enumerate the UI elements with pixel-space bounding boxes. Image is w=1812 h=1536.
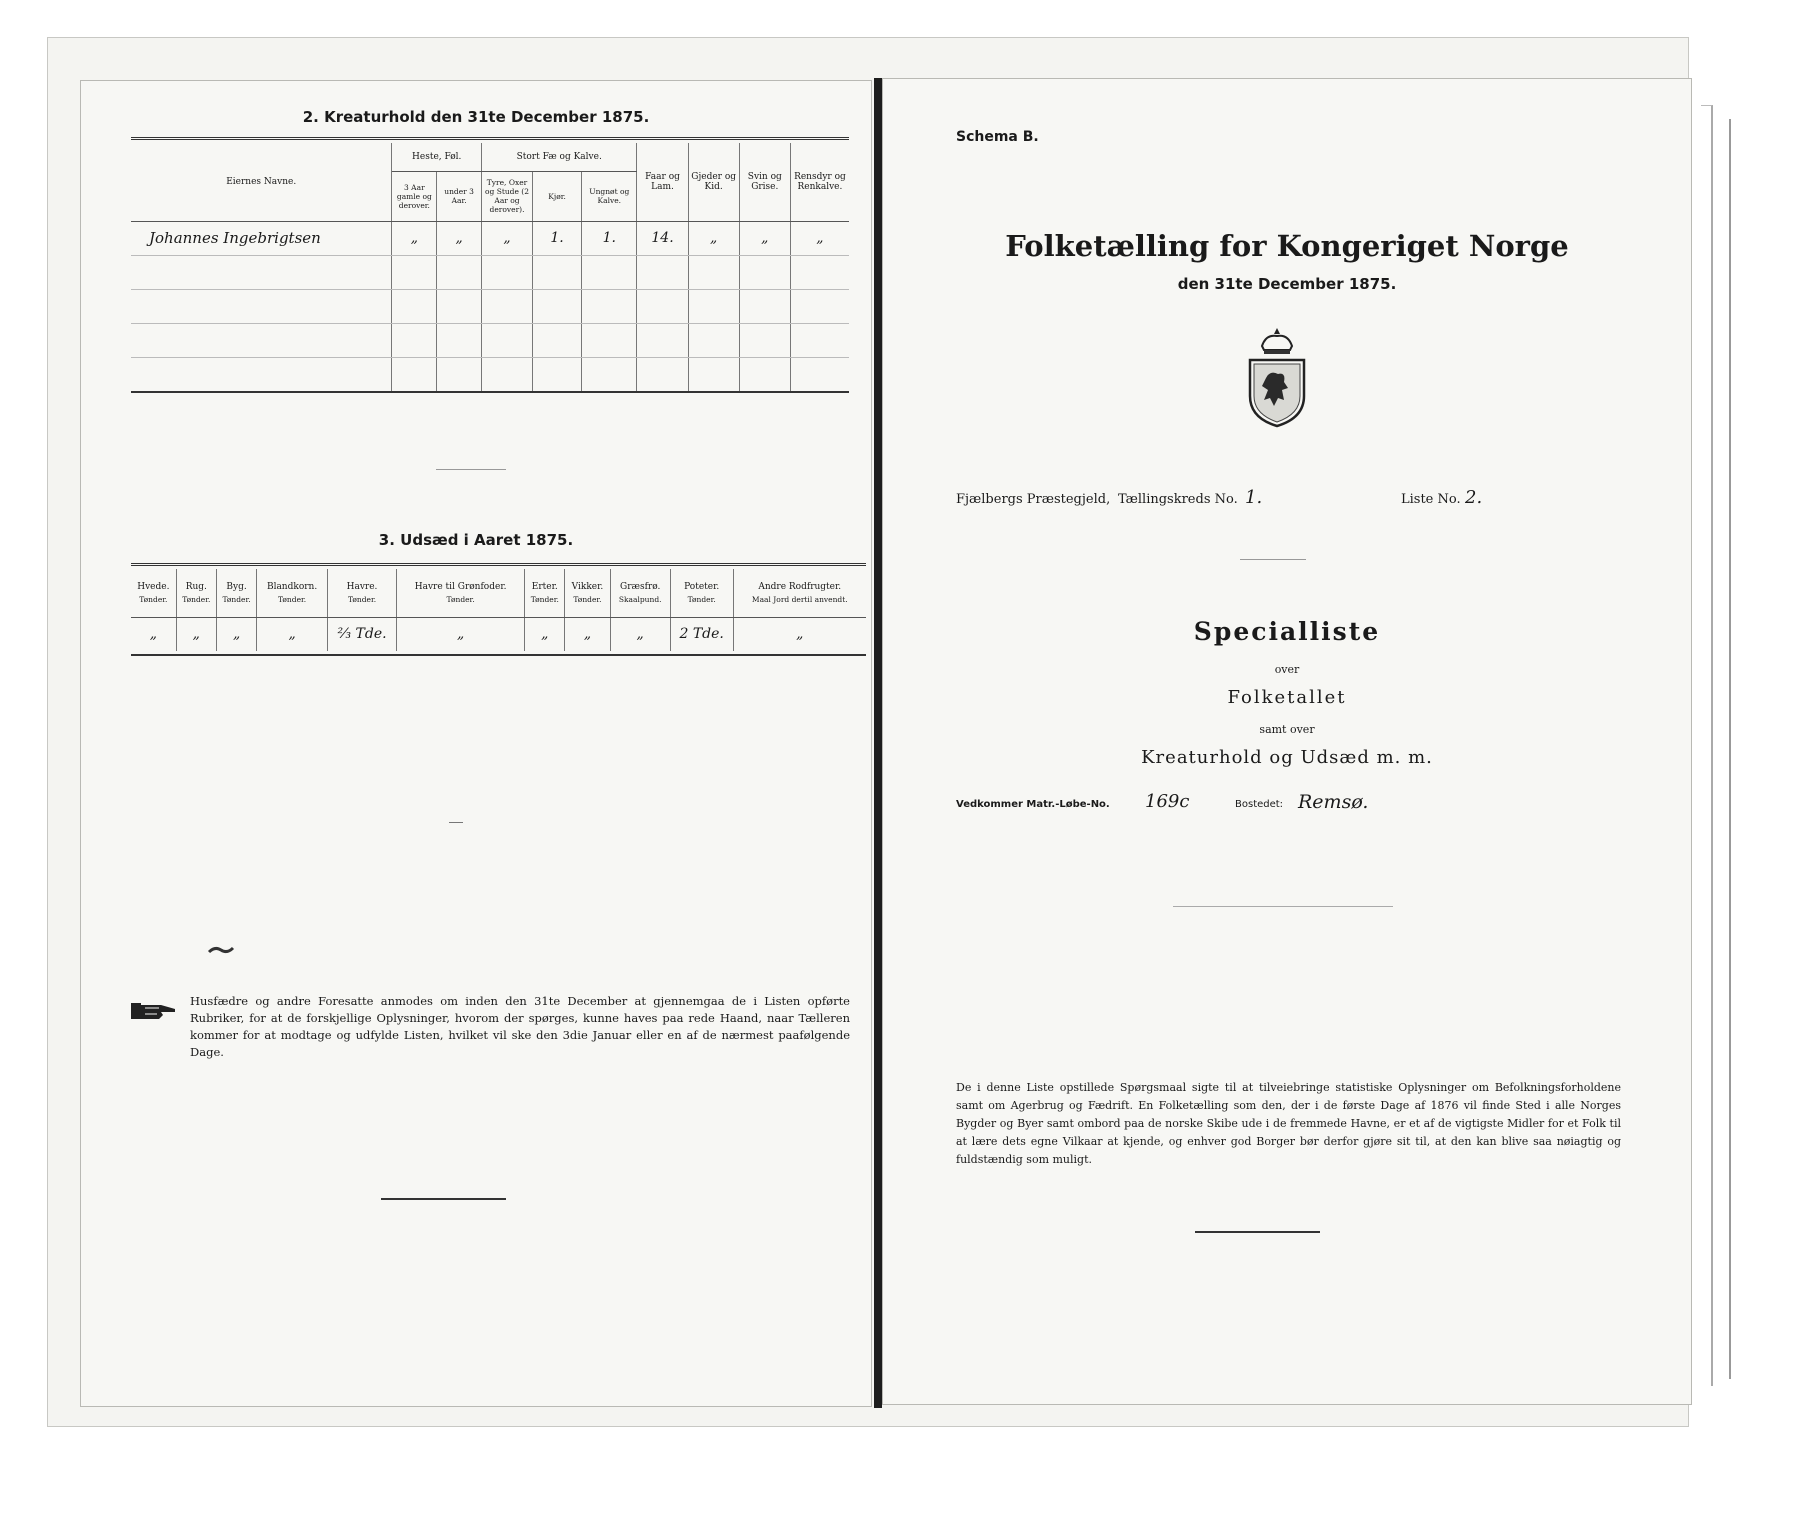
seed-cell: „ xyxy=(610,617,670,651)
seed-col-header xyxy=(176,569,216,617)
seed-col-header xyxy=(216,569,256,617)
cell-faar: 14. xyxy=(637,221,688,255)
seed-col-unit: Tønder. xyxy=(278,594,307,604)
seed-col-name: Byg. xyxy=(226,581,247,592)
left-page xyxy=(80,80,872,1407)
seed-col-header xyxy=(257,569,328,617)
matr-label: Vedkommer Matr.-Løbe-No. xyxy=(956,799,1110,810)
seed-col-unit: Tønder. xyxy=(182,594,211,604)
seed-col-header xyxy=(131,569,176,617)
cell-ungnot: 1. xyxy=(582,221,637,255)
seed-col-name: Andre Rodfrugter. xyxy=(758,581,842,592)
seed-col-header xyxy=(610,569,670,617)
matr-value: 169c xyxy=(1145,791,1190,812)
seed-table xyxy=(131,569,866,651)
table-row xyxy=(131,289,849,323)
col-owner: Eiernes Navne. xyxy=(131,143,392,221)
liste-label: Liste No. xyxy=(1401,492,1461,507)
seed-cell: „ xyxy=(565,617,610,651)
cell-rensdyr: „ xyxy=(790,221,849,255)
book-spine xyxy=(874,78,882,1408)
section2-title: 2. Kreaturhold den 31te December 1875. xyxy=(302,108,650,126)
norwegian-lion-crest-icon xyxy=(1240,326,1314,430)
section3-top-rule xyxy=(131,563,866,566)
seed-col-name: Blandkorn. xyxy=(266,581,318,592)
bottom-rule xyxy=(1195,1231,1320,1233)
liste-value: 2. xyxy=(1465,487,1483,508)
over-label: over xyxy=(1274,663,1300,676)
seed-col-name: Poteter. xyxy=(684,581,720,592)
table-row xyxy=(131,357,849,392)
sub-heste-young: under 3 Aar. xyxy=(437,171,482,221)
main-title: Folketælling for Kongeriget Norge xyxy=(1005,229,1569,263)
prestegjeld-label: Fjælbergs Præstegjeld, xyxy=(956,492,1111,507)
group-heste: Heste, Føl. xyxy=(392,143,481,171)
schema-label: Schema B. xyxy=(956,129,1039,145)
section3-bottom-rule xyxy=(131,654,866,656)
divider xyxy=(449,822,463,823)
specialliste-title: Specialliste xyxy=(1193,617,1381,646)
kreds-label: Tællingskreds No. xyxy=(1118,492,1238,507)
seed-col-name: Havre til Grønfoder. xyxy=(414,581,507,592)
col-svin: Svin og Grise. xyxy=(739,143,790,221)
seed-col-name: Rug. xyxy=(185,581,207,592)
cell-heste-young: „ xyxy=(437,221,482,255)
main-subtitle: den 31te December 1875. xyxy=(1177,275,1397,293)
owner-name: Johannes Ingebrigtsen xyxy=(131,221,392,255)
seed-col-unit: Maal Jord dertil anvendt. xyxy=(751,594,848,604)
seed-cell: ⅔ Tde. xyxy=(327,617,396,651)
table-row xyxy=(131,221,849,255)
divider xyxy=(1240,559,1306,560)
seed-col-unit: Tønder. xyxy=(446,594,475,604)
samt-over-label: samt over xyxy=(1259,723,1315,736)
page-edge xyxy=(1719,119,1731,1379)
kreaturhold-label: Kreaturhold og Udsæd m. m. xyxy=(1141,747,1433,768)
seed-cell: „ xyxy=(525,617,565,651)
section2-top-rule xyxy=(131,137,849,140)
seed-col-name: Vikker. xyxy=(571,581,604,592)
livestock-table xyxy=(131,143,849,393)
kreds-value: 1. xyxy=(1245,487,1263,508)
col-gjeder: Gjeder og Kid. xyxy=(688,143,739,221)
sub-tyre: Tyre, Oxer og Stude (2 Aar og derover). xyxy=(481,171,532,221)
seed-col-name: Græsfrø. xyxy=(620,581,661,592)
bosted-value: Remsø. xyxy=(1298,791,1369,813)
group-stort-fae: Stort Fæ og Kalve. xyxy=(481,143,637,171)
cell-svin: „ xyxy=(739,221,790,255)
cell-kjor: 1. xyxy=(533,221,582,255)
table-row xyxy=(131,617,866,651)
seed-col-name: Hvede. xyxy=(137,581,170,592)
seed-col-header xyxy=(670,569,733,617)
seed-cell: „ xyxy=(733,617,866,651)
seed-col-header xyxy=(733,569,866,617)
seed-col-header xyxy=(397,569,525,617)
seed-col-unit: Tønder. xyxy=(222,594,251,604)
divider xyxy=(1173,906,1393,907)
right-page xyxy=(882,78,1692,1405)
divider xyxy=(436,469,506,470)
seed-cell: „ xyxy=(176,617,216,651)
sub-heste-old: 3 Aar gamle og derover. xyxy=(392,171,437,221)
seed-col-unit: Tønder. xyxy=(687,594,716,604)
folketallet-label: Folketallet xyxy=(1227,687,1347,708)
seed-col-header xyxy=(525,569,565,617)
seed-cell: „ xyxy=(257,617,328,651)
seed-col-name: Erter. xyxy=(531,581,558,592)
bosted-label: Bostedet: xyxy=(1235,799,1284,810)
seed-col-unit: Skaalpund. xyxy=(618,594,662,604)
notice-text: Husfædre og andre Foresatte anmodes om inden den 31te December at gjennemgaa de i Listen opførte Rubriker, for at de forskjellige Oplysninger, hvorom der spørges, kunne haves paa rede Haand, naar Tælleren kommer for at modtage og udfylde Listen, hvilket vil ske den 3die Januar eller en af de nærmest paafølgende Dage. xyxy=(190,994,850,1059)
seed-col-unit: Tønder. xyxy=(530,594,559,604)
table-row xyxy=(131,255,849,289)
seed-col-header xyxy=(565,569,610,617)
sub-ungnot: Ungnøt og Kalve. xyxy=(582,171,637,221)
col-faar: Faar og Lam. xyxy=(637,143,688,221)
pointing-hand-icon xyxy=(131,999,177,1023)
seed-cell: „ xyxy=(216,617,256,651)
seed-col-unit: Tønder. xyxy=(573,594,602,604)
seed-cell: „ xyxy=(131,617,176,651)
col-rensdyr: Rensdyr og Renkalve. xyxy=(790,143,849,221)
seed-cell: „ xyxy=(397,617,525,651)
seed-col-unit: Tønder. xyxy=(347,594,377,604)
cell-tyre: „ xyxy=(481,221,532,255)
section3-title: 3. Udsæd i Aaret 1875. xyxy=(378,531,574,549)
page-edge xyxy=(1701,105,1713,1386)
seed-col-unit: Tønder. xyxy=(139,594,168,604)
bottom-rule xyxy=(381,1198,506,1200)
seed-col-header xyxy=(327,569,396,617)
ink-mark xyxy=(207,943,237,957)
seed-col-name: Havre. xyxy=(346,581,378,592)
seed-cell: 2 Tde. xyxy=(670,617,733,651)
footnote-text: De i denne Liste opstillede Spørgsmaal sigte til at tilveiebringe statistiske Oplysninger om Befolkningsforholdene samt om Agerbrug og Fædrift. En Folketælling som den, der i de første Dage af 1876 vil finde Sted i alle Norges Bygder og Byer samt ombord paa de norske Skibe ude i de fremmede Havne, er et af de vigtigste Midler for et Folk til at lære dets egne Vilkaar at kjende, og enhver god Borger bør derfor gjøre sit til, at den kan blive saa nøiagtig og fuldstændig som muligt. xyxy=(956,1081,1621,1166)
table-row xyxy=(131,323,849,357)
cell-heste-old: „ xyxy=(392,221,437,255)
sub-kjor: Kjør. xyxy=(533,171,582,221)
cell-gjeder: „ xyxy=(688,221,739,255)
